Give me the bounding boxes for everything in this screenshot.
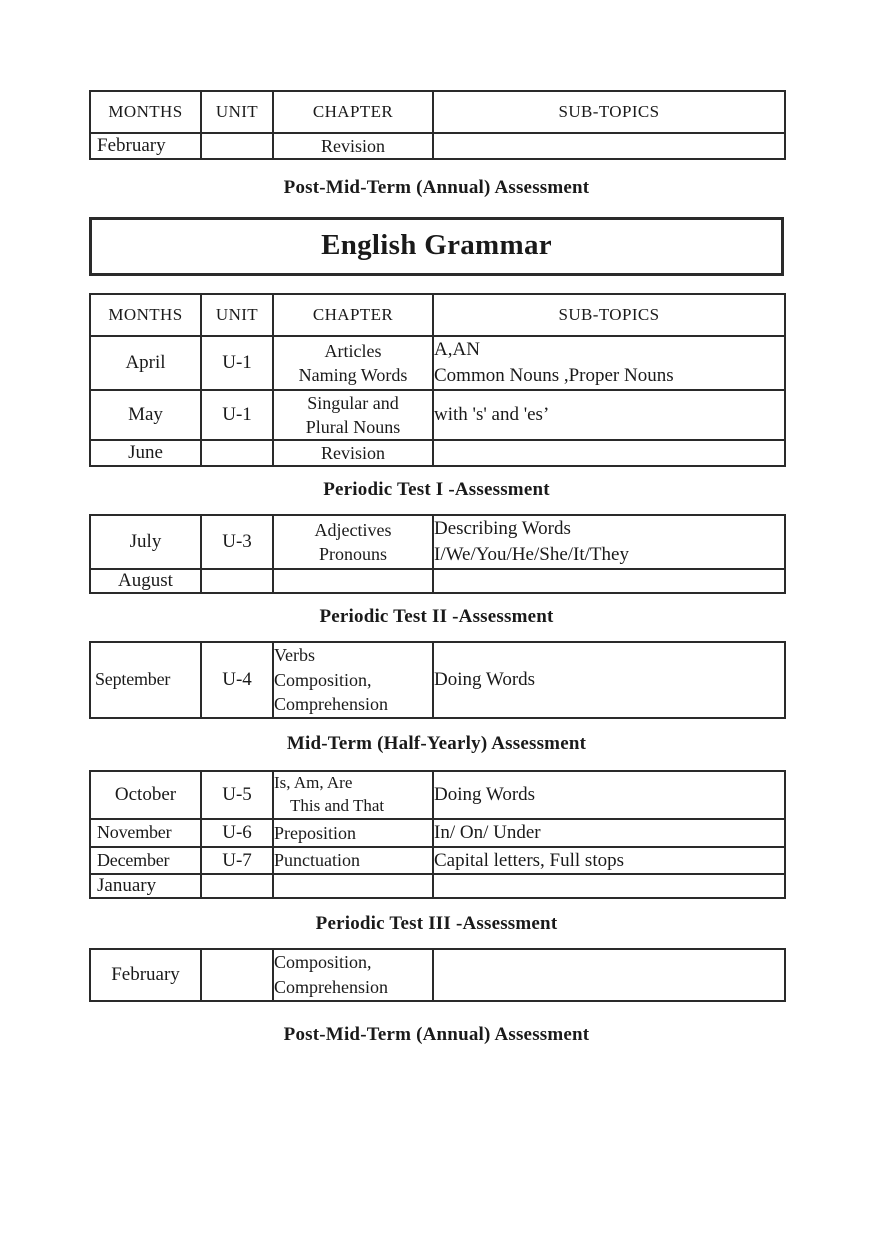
- subtopics-cell: Capital letters, Full stops: [433, 847, 785, 875]
- chapter-cell: Revision: [273, 133, 433, 159]
- chapter-line: Verbs: [274, 644, 315, 665]
- column-header-months: MONTHS: [90, 294, 201, 336]
- subtopic-line: with 's' and 'es’: [434, 404, 550, 426]
- subtopics-cell: [433, 874, 785, 898]
- month-cell: February: [90, 133, 201, 159]
- table-row: [90, 874, 785, 898]
- chapter-cell: [273, 642, 433, 718]
- chapter-line: Composition,: [274, 952, 372, 973]
- syllabus-sheet: [89, 0, 784, 1046]
- subtopic-line: Describing Words: [434, 518, 571, 540]
- chapter-line: Is, Am, Are: [274, 773, 353, 793]
- grammar-table-block-2: [89, 514, 786, 593]
- chapter-line: Comprehension: [274, 977, 388, 998]
- table-row: [90, 515, 785, 568]
- column-header-months: MONTHS: [90, 91, 201, 133]
- top-continuation-table: [89, 90, 786, 160]
- table-row: [90, 336, 785, 389]
- column-header-subtopics: SUB-TOPICS: [433, 294, 785, 336]
- grammar-table-block-1: [89, 293, 786, 467]
- subject-title-box: English Grammar: [89, 217, 784, 276]
- month-cell: October: [90, 771, 201, 819]
- chapter-cell: [273, 390, 433, 441]
- chapter-line: Comprehension: [274, 694, 388, 715]
- subtopics-cell: [433, 569, 785, 593]
- table-row: [90, 642, 785, 718]
- unit-cell: U-6: [201, 819, 273, 847]
- column-header-unit: UNIT: [201, 91, 273, 133]
- month-cell: December: [90, 847, 201, 875]
- column-header-subtopics: SUB-TOPICS: [433, 91, 785, 133]
- subtopics-cell: [433, 336, 785, 389]
- unit-cell: U-3: [201, 515, 273, 568]
- assessment-caption-post-mid-term-top: Post-Mid-Term (Annual) Assessment: [283, 177, 590, 199]
- unit-cell: U-7: [201, 847, 273, 875]
- unit-cell: [201, 949, 273, 1001]
- chapter-cell: [273, 949, 433, 1001]
- month-cell: May: [90, 390, 201, 441]
- assessment-caption-post-mid-term-bottom: Post-Mid-Term (Annual) Assessment: [283, 1024, 590, 1046]
- chapter-cell: [273, 771, 433, 819]
- table-row: [90, 847, 785, 875]
- month-cell: January: [90, 874, 201, 898]
- unit-cell: [201, 440, 273, 466]
- month-cell: February: [90, 949, 201, 1001]
- unit-cell: U-1: [201, 336, 273, 389]
- assessment-caption-periodic-test-3: Periodic Test III -Assessment: [315, 913, 558, 935]
- subtopics-cell: [433, 390, 785, 441]
- assessment-caption-periodic-test-1: Periodic Test I -Assessment: [323, 479, 550, 501]
- table-header-row: [90, 91, 785, 133]
- assessment-caption-mid-term: Mid-Term (Half-Yearly) Assessment: [286, 733, 587, 755]
- month-cell: August: [90, 569, 201, 593]
- unit-cell: U-5: [201, 771, 273, 819]
- table-row: [90, 569, 785, 593]
- column-header-unit: UNIT: [201, 294, 273, 336]
- month-cell: November: [90, 819, 201, 847]
- table-row: [90, 390, 785, 441]
- chapter-line: Composition,: [274, 669, 372, 690]
- column-header-chapter: CHAPTER: [273, 294, 433, 336]
- chapter-cell: [273, 336, 433, 389]
- unit-cell: [201, 874, 273, 898]
- unit-cell: U-4: [201, 642, 273, 718]
- month-cell: July: [90, 515, 201, 568]
- subtopic-line: A,AN: [434, 339, 480, 361]
- subtopics-cell: [433, 440, 785, 466]
- chapter-line: Plural Nouns: [305, 416, 401, 437]
- table-row: [90, 133, 785, 159]
- table-row: [90, 771, 785, 819]
- grammar-table-block-3: [89, 641, 786, 719]
- subtopic-line: Common Nouns ,Proper Nouns: [434, 364, 674, 386]
- subtopics-cell: In/ On/ Under: [433, 819, 785, 847]
- chapter-cell: Revision: [273, 440, 433, 466]
- chapter-cell: [273, 874, 433, 898]
- column-header-chapter: CHAPTER: [273, 91, 433, 133]
- month-cell: June: [90, 440, 201, 466]
- chapter-line: Naming Words: [298, 364, 408, 385]
- subtopics-cell: [433, 949, 785, 1001]
- table-row: [90, 819, 785, 847]
- chapter-line: Articles: [324, 340, 382, 361]
- table-row: [90, 440, 785, 466]
- chapter-cell: Punctuation: [273, 847, 433, 875]
- chapter-line: Singular and: [307, 392, 399, 413]
- unit-cell: [201, 569, 273, 593]
- table-header-row: [90, 294, 785, 336]
- unit-cell: [201, 133, 273, 159]
- unit-cell: U-1: [201, 390, 273, 441]
- subtopics-cell: Doing Words: [433, 642, 785, 718]
- month-cell: April: [90, 336, 201, 389]
- subtopic-line: I/We/You/He/She/It/They: [434, 544, 629, 566]
- grammar-table-block-4: [89, 770, 786, 899]
- subtopics-cell: Doing Words: [433, 771, 785, 819]
- chapter-cell: [273, 515, 433, 568]
- chapter-cell: Preposition: [273, 819, 433, 847]
- chapter-line: This and That: [290, 796, 385, 816]
- month-cell: September: [90, 642, 201, 718]
- chapter-cell: [273, 569, 433, 593]
- chapter-line: Pronouns: [318, 544, 387, 565]
- grammar-table-block-5: [89, 948, 786, 1002]
- subtopics-cell: [433, 133, 785, 159]
- table-row: [90, 949, 785, 1001]
- subtopics-cell: [433, 515, 785, 568]
- chapter-line: Adjectives: [314, 519, 392, 540]
- assessment-caption-periodic-test-2: Periodic Test II -Assessment: [319, 605, 554, 627]
